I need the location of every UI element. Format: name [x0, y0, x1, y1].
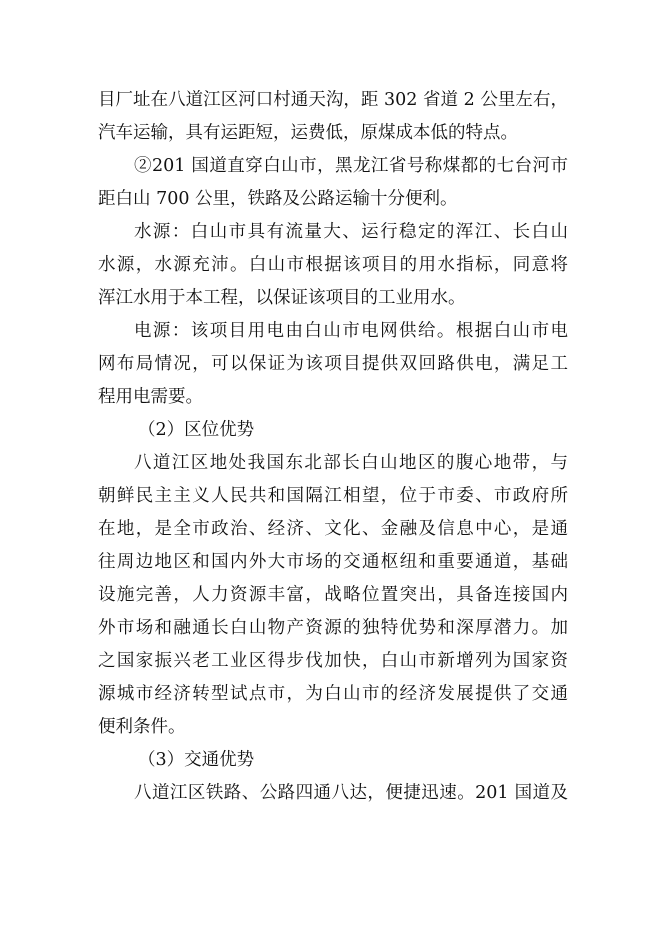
paragraph-line: 朝鲜民主主义人民共和国隔江相望，位于市委、市政府所 [98, 486, 568, 506]
paragraph-line: 设施完善，人力资源丰富，战略位置突出，具备连接国内 [98, 585, 568, 605]
paragraph-line: 在地，是全市政治、经济、文化、金融及信息中心，是通 [98, 519, 568, 539]
paragraph-line: 水源，水源充沛。白山市根据该项目的用水指标，同意将 [98, 255, 568, 275]
paragraph-line: 汽车运输，具有运距短，运费低，原煤成本低的特点。 [98, 123, 518, 143]
paragraph-line: 八道江区铁路、公路四通八达，便捷迅速。201 国道及 [134, 783, 568, 803]
paragraph-line: 八道江区地处我国东北部长白山地区的腹心地带，与 [134, 453, 568, 473]
paragraph-line: 便利条件。 [98, 717, 186, 737]
paragraph-line: 浑江水用于本工程，以保证该项目的工业用水。 [98, 288, 466, 308]
paragraph-line: 目厂址在八道江区河口村通天沟，距 302 省道 2 公里左右， [98, 90, 568, 110]
paragraph-line: ②201 国道直穿白山市，黑龙江省号称煤都的七台河市 [134, 156, 568, 176]
paragraph-line: 距白山 700 公里，铁路及公路运输十分便利。 [98, 189, 458, 209]
paragraph-line: 水源：白山市具有流量大、运行稳定的浑江、长白山 [134, 222, 568, 242]
paragraph-line: 源城市经济转型试点市，为白山市的经济发展提供了交通 [98, 684, 568, 704]
section-heading: （3）交通优势 [138, 750, 255, 770]
paragraph-line: 网布局情况，可以保证为该项目提供双回路供电，满足工 [98, 354, 568, 374]
paragraph-line: 电源：该项目用电由白山市电网供给。根据白山市电 [134, 321, 568, 341]
section-heading: （2）区位优势 [138, 420, 255, 440]
paragraph-line: 程用电需要。 [98, 387, 203, 407]
paragraph-line: 往周边地区和国内外大市场的交通枢纽和重要通道，基础 [98, 552, 568, 572]
paragraph-line: 之国家振兴老工业区得步伐加快，白山市新增列为国家资 [98, 651, 568, 671]
paragraph-line: 外市场和融通长白山物产资源的独特优势和深厚潜力。加 [98, 618, 568, 638]
body-text [98, 84, 568, 810]
